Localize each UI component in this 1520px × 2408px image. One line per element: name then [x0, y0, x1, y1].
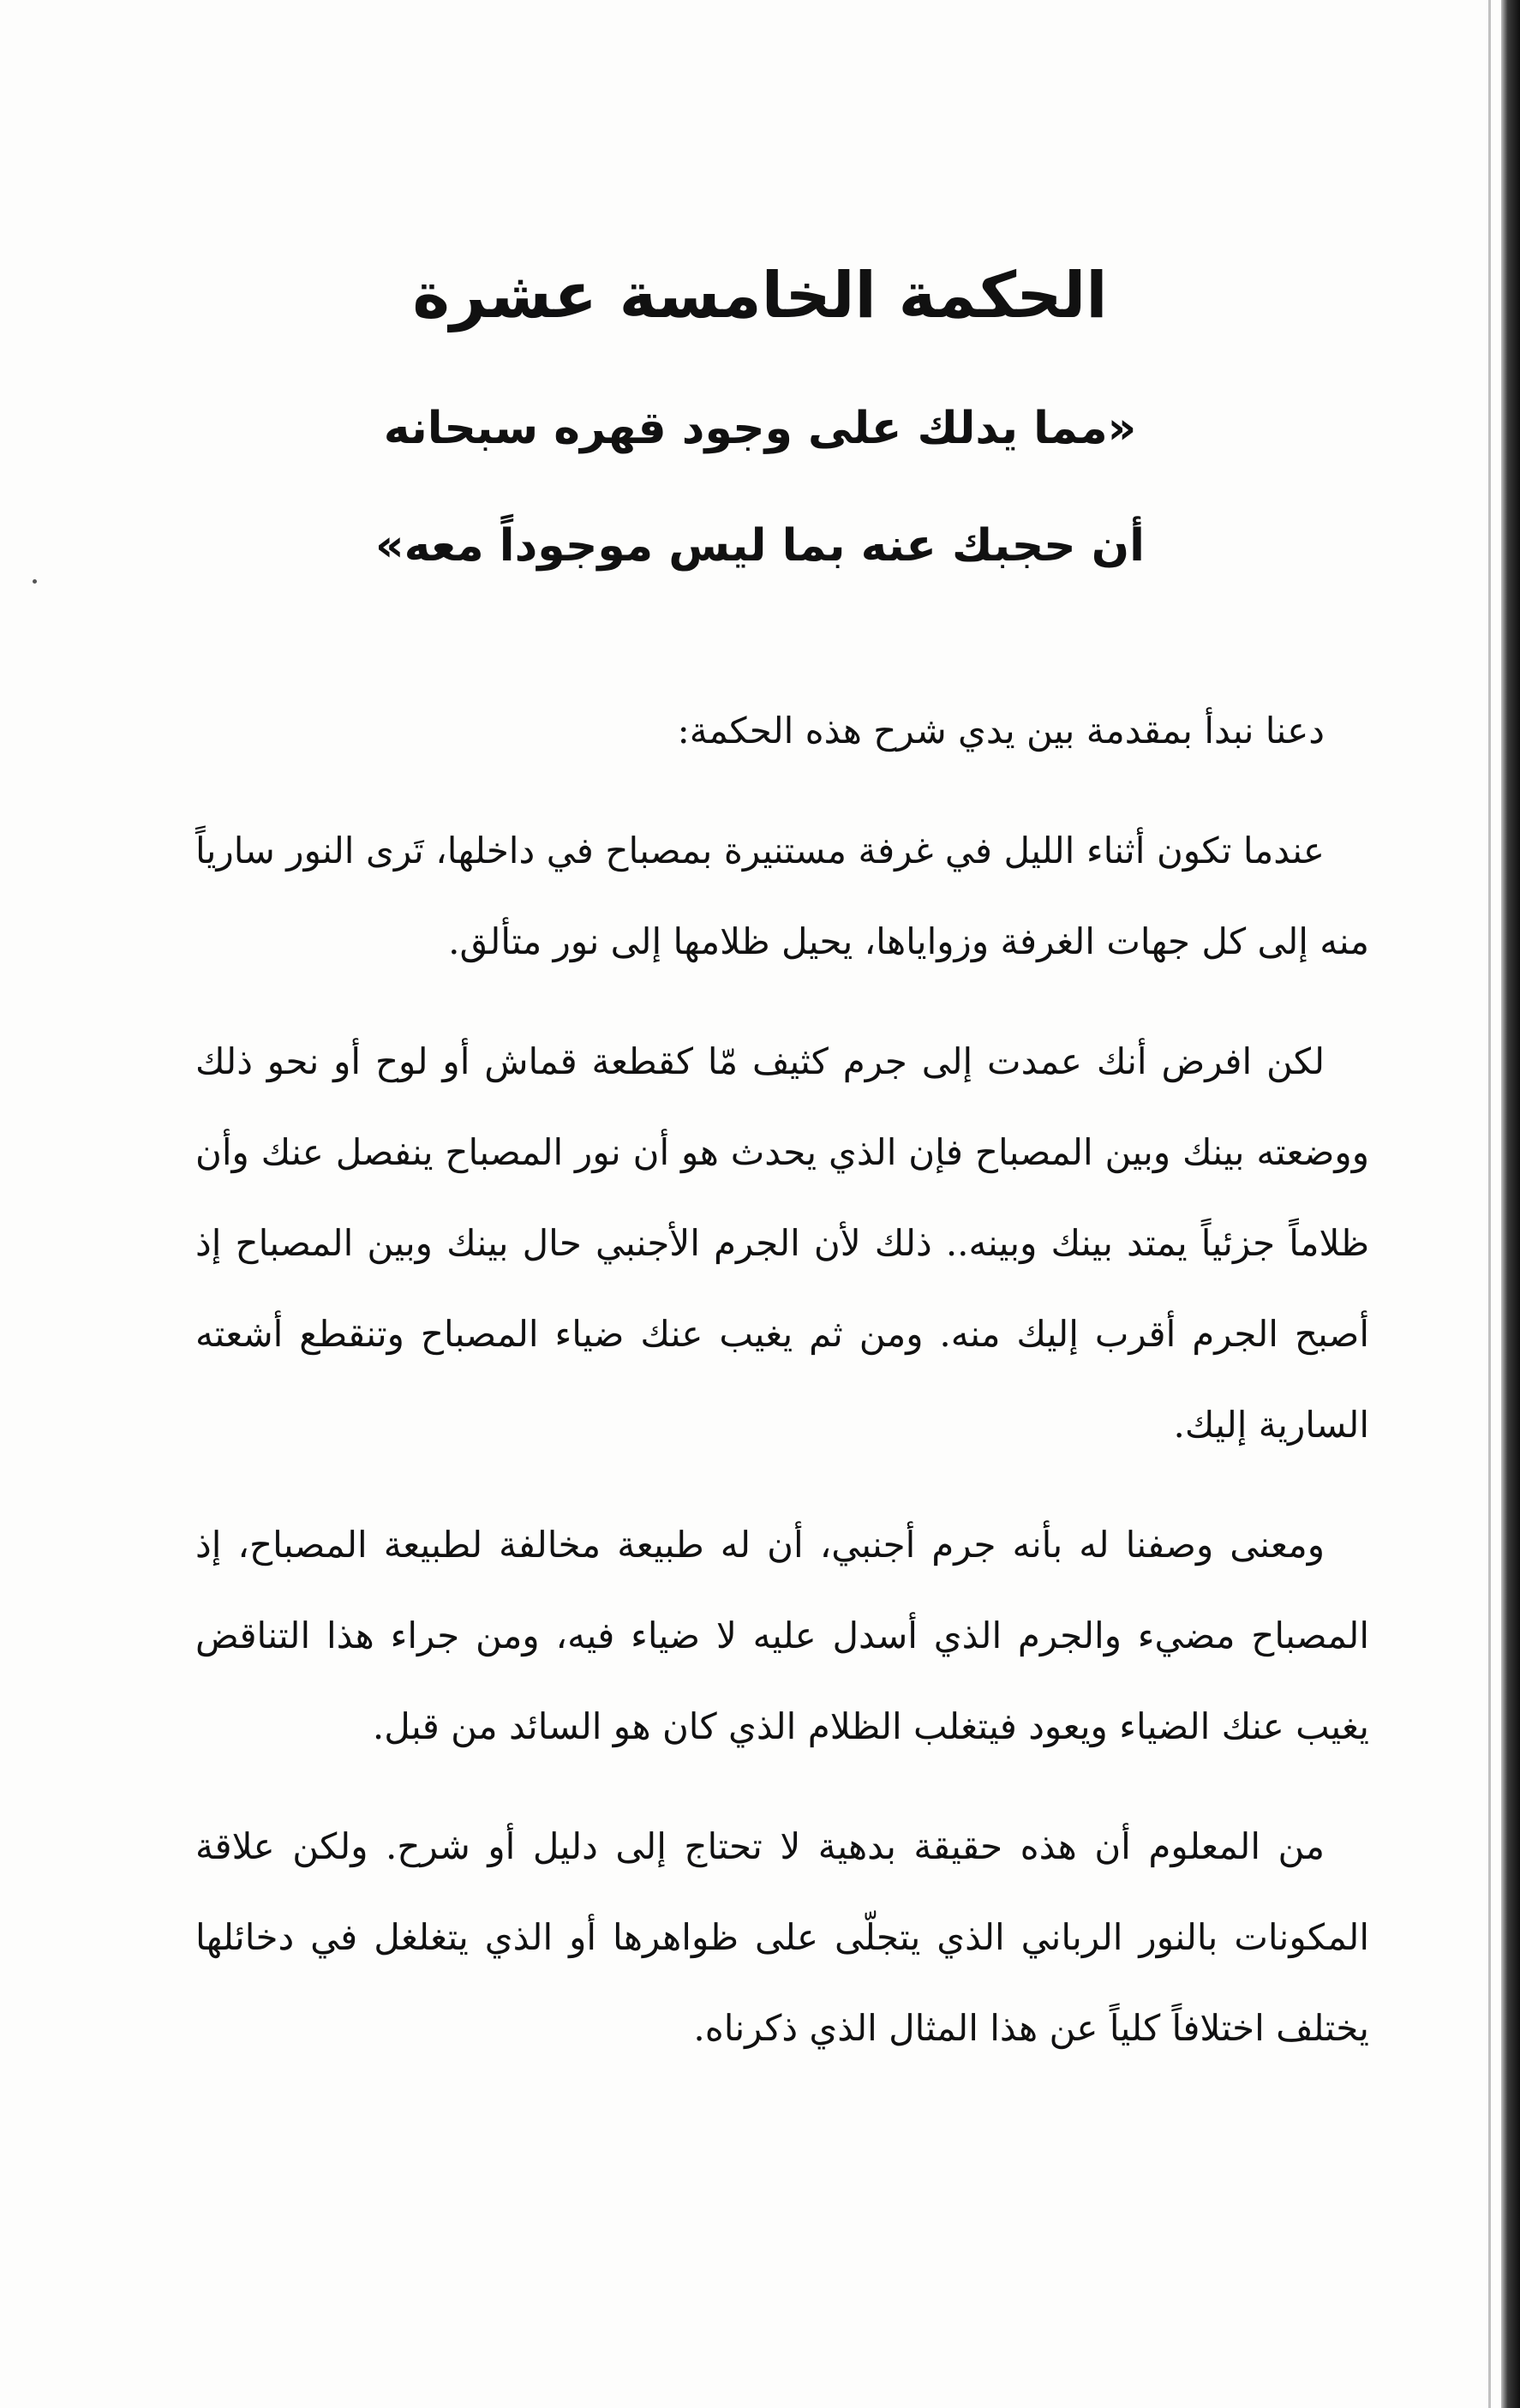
scan-edge-shadow	[1501, 0, 1520, 2408]
paragraph-intro: دعنا نبدأ بمقدمة بين يدي شرح هذه الحكمة:	[677, 710, 1325, 752]
paragraph-divine-light: من المعلوم أن هذه حقيقة بدهية لا تحتاج إلى دليل أو شرح. ولكن علاقة المكونات بالنور الرباني الذي يتجلّى على ظواهرها أو الذي يتغلغل في دخائلها يختلف اختلافاً كلياً عن هذا المثال الذي ذكرناه.	[195, 1825, 1369, 2049]
paragraph-lamp-room: عندما تكون أثناء الليل في غرفة مستنيرة بمصباح في داخلها، تَرى النور سارياً منه إلى كل جهات الغرفة وزواياها، يحيل ظلامها إلى نور متألق.	[195, 830, 1369, 962]
body-text	[195, 686, 1369, 2103]
quote-line-1: «مما يدلك على وجود قهره سبحانه	[383, 403, 1137, 454]
paragraph-foreign-body: ومعنى وصفنا له بأنه جرم أجنبي، أن له طبيعة مخالفة لطبيعة المصباح، إذ المصباح مضيء والجرم الذي أسدل عليه لا ضياء فيه، ومن جراء هذا التناقض يغيب عنك الضياء ويعود فيتغلب الظلام الذي كان هو السائد من قبل.	[195, 1524, 1369, 1747]
chapter-title: الحكمة الخامسة عشرة	[412, 259, 1108, 332]
quote-line-2: أن حجبك عنه بما ليس موجوداً معه»	[375, 520, 1145, 572]
scan-edge-line	[1488, 0, 1491, 2408]
paragraph-dense-body: لكن افرض أنك عمدت إلى جرم كثيف مّا كقطعة قماش أو لوح أو نحو ذلك ووضعته بينك وبين المصباح فإن الذي يحدث هو أن نور المصباح ينفصل عنك وأن ظلاماً جزئياً يمتد بينك وبينه.. ذلك لأن الجرم الأجنبي حال بينك وبين المصباح إذ أصبح الجرم أقرب إليك منه. ومن ثم يغيب عنك ضياء المصباح وتنقطع أشعته السارية إليك.	[195, 1040, 1369, 1446]
